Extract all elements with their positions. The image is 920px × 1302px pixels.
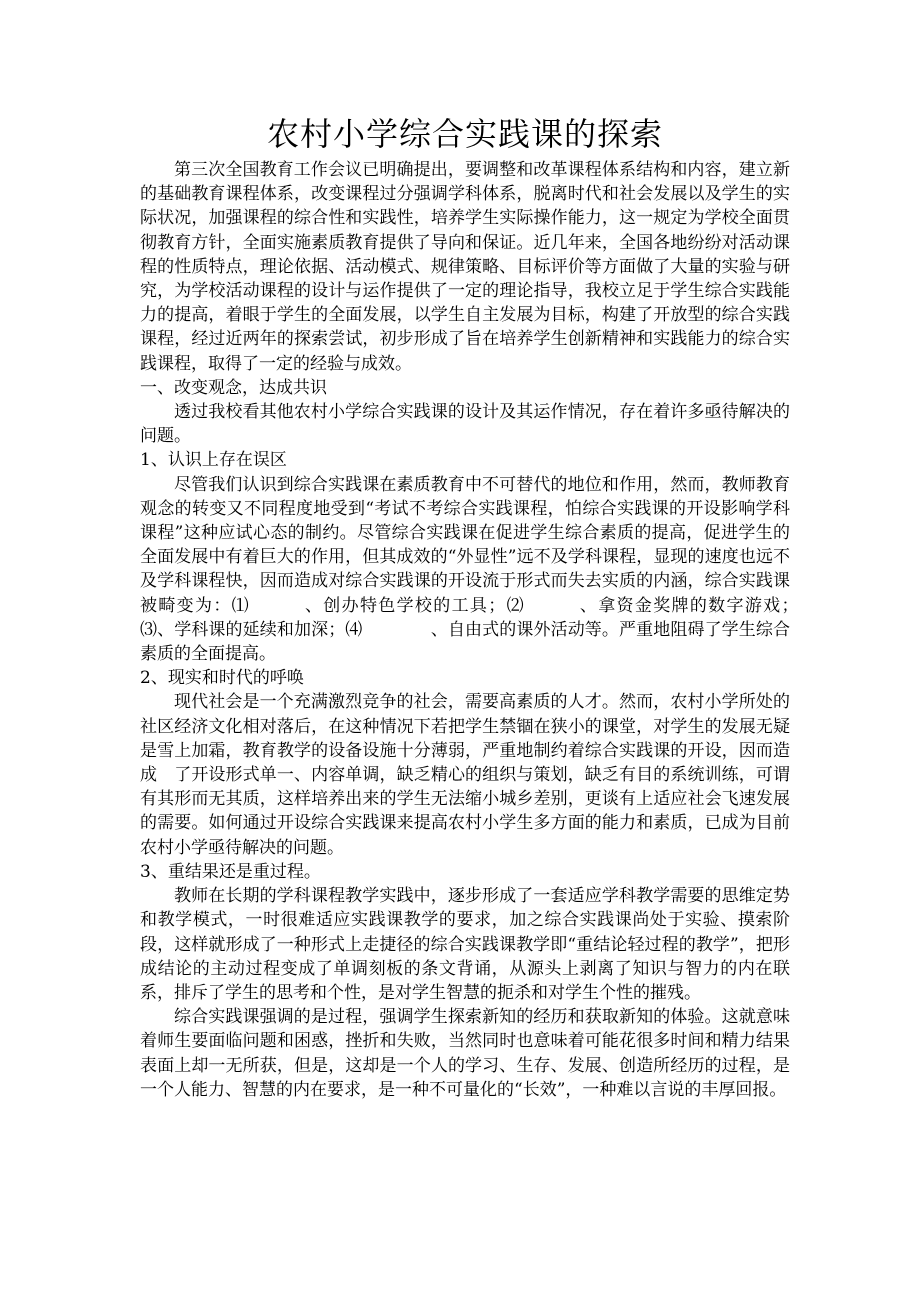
subsection-2-paragraph: 现代社会是一个充满激烈竞争的社会，需要高素质的人才。然而，农村小学所处的社区经济文化相对落后，在这种情况下若把学生禁锢在狭小的课堂，对学生的发展无疑是雪上加霜，教育教学的设备设施十分薄弱，严重地制约着综合实践课的开设，因而造成 了开设形式单一、内容单调，缺乏精心的组织与策划，缺乏有目的系统训练，可谓有其形而无其质，这样培养出来的学生无法缩小城乡差别，更谈有上适应社会飞速发展的需要。如何通过开设综合实践课来提高农村小学生多方面的能力和素质，已成为目前农村小学亟待解决的问题。: [140, 692, 790, 858]
subsection-3-paragraph-2: 综合实践课强调的是过程，强调学生探索新知的经历和获取新知的体验。这就意味着师生要面临问题和困惑，挫折和失败，当然同时也意味着可能花很多时间和精力结果表面上却一无所获，但是，这却是一个人的学习、生存、发展、创造所经历的过程，是一个人能力、智慧的内在要求，是一种不可量化的“长效”，一种难以言说的丰厚回报。: [140, 1007, 790, 1100]
subsection-heading-2: 2、现实和时代的呼唤: [140, 668, 304, 689]
section-1-paragraph: 透过我校看其他农村小学综合实践课的设计及其运作情况，存在着许多亟待解决的问题。: [140, 402, 790, 447]
document-title: 农村小学综合实践课的探索: [266, 115, 663, 153]
document-body: [140, 112, 807, 1102]
subsection-1-paragraph: 尽管我们认识到综合实践课在素质教育中不可替代的地位和作用，然而，教师教育观念的转变又不同程度地受到“考试不考综合实践课程，怕综合实践课的开设影响学科课程”这种应试心态的制约。尽管综合实践课在促进学生综合素质的提高，促进学生的全面发展中有着巨大的作用，但其成效的“外显性”远不及学科课程，显现的速度也远不及学科课程快，因而造成对综合实践课的开设流于形式而失去实质的内涵，综合实践课被畸变为：⑴ 、创办特色学校的工具；⑵ 、拿资金奖牌的数字游戏； ⑶、学科课的延续和加深；⑷ 、自由式的课外活动等。严重地阻碍了学生综合素质的全面提高。: [140, 474, 807, 665]
subsection-heading-1: 1、认识上存在误区: [140, 450, 287, 471]
subsection-3-paragraph-1: 教师在长期的学科课程教学实践中，逐步形成了一套适应学科教学需要的思维定势和教学模式，一时很难适应实践课教学的要求，加之综合实践课尚处于实验、摸索阶段，这样就形成了一种形式上走捷径的综合实践课教学即“重结论轻过程的教学”，把形成结论的主动过程变成了单调刻板的条文背诵，从源头上剥离了知识与智力的内在联系，排斥了学生的思考和个性，是对学生智慧的扼杀和对学生个性的摧残。: [140, 886, 790, 1003]
intro-paragraph: 第三次全国教育工作会议已明确提出，要调整和改革课程体系结构和内容，建立新的基础教育课程体系，改变课程过分强调学科体系，脱离时代和社会发展以及学生的实际状况，加强课程的综合性和实践性，培养学生实际操作能力，这一规定为学校全面贯彻教育方针，全面实施素质教育提供了导向和保证。近几年来，全国各地纷纷对活动课程的性质特点，理论依据、活动模式、规律策略、目标评价等方面做了大量的实验与研究，为学校活动课程的设计与运作提供了一定的理论指导，我校立足于学生综合实践能力的提高，着眼于学生的全面发展，以学生自主发展为目标，构建了开放型的综合实践课程，经过近两年的探索尝试，初步形成了旨在培养学生创新精神和实践能力的综合实践课程，取得了一定的经验与成效。: [140, 160, 790, 374]
subsection-heading-3: 3、重结果还是重过程。: [140, 861, 321, 882]
section-heading-1: 一、改变观念，达成共识: [140, 377, 327, 398]
